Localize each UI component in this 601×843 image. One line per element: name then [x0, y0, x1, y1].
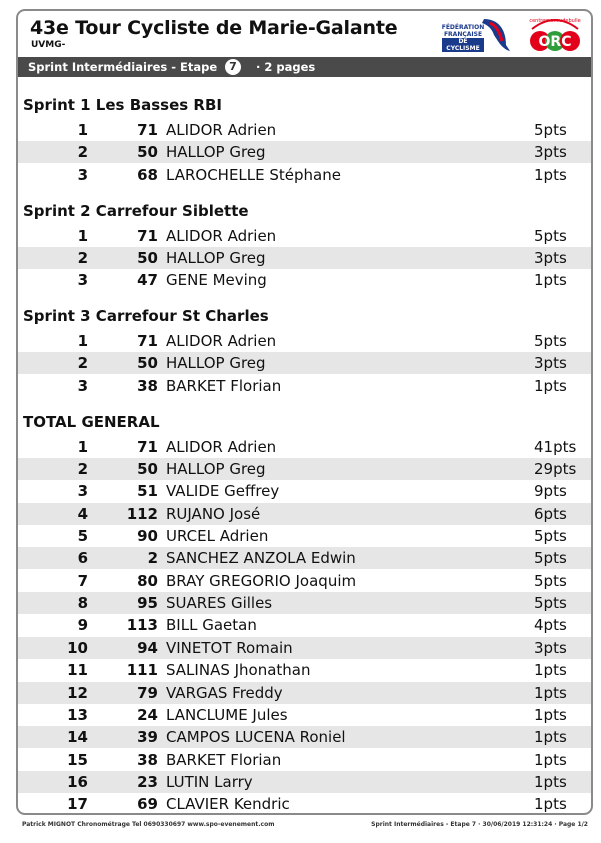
result-row: [18, 436, 591, 458]
ffc-logo-line-3: DE CYCLISME: [442, 38, 484, 52]
page-count: · 2 pages: [256, 60, 316, 74]
result-row: [18, 141, 591, 163]
row-pts: 1pts: [534, 271, 567, 290]
row-rank: 11: [67, 661, 88, 680]
row-pts: 1pts: [534, 705, 567, 724]
result-row: [18, 503, 591, 525]
row-rank: 10: [67, 638, 88, 657]
row-nom: SANCHEZ ANZOLA Edwin: [166, 549, 356, 568]
result-row: [18, 614, 591, 636]
orc-logo-icon: [526, 13, 584, 57]
row-rank: 1: [77, 437, 88, 456]
row-pts: 5pts: [534, 527, 567, 546]
row-nom: HALLOP Greg: [166, 143, 266, 162]
row-dossard: 69: [137, 795, 158, 814]
row-rank: 4: [77, 504, 88, 523]
row-dossard: 50: [137, 354, 158, 373]
section-title: TOTAL GENERAL: [23, 412, 160, 431]
row-dossard: 68: [137, 165, 158, 184]
row-pts: 1pts: [534, 750, 567, 769]
row-nom: CAMPOS LUCENA Roniel: [166, 728, 346, 747]
row-dossard: 50: [137, 143, 158, 162]
row-pts: 5pts: [534, 121, 567, 139]
row-pts: 3pts: [534, 143, 567, 162]
result-row: [18, 480, 591, 502]
row-pts: 1pts: [534, 165, 567, 184]
section-title: Sprint 3 Carrefour St Charles: [23, 307, 269, 326]
row-dossard: 113: [126, 616, 158, 635]
row-pts: 1pts: [534, 728, 567, 747]
result-row: [18, 749, 591, 771]
result-row: [18, 352, 591, 374]
result-row: [18, 375, 591, 397]
row-nom: BARKET Florian: [166, 376, 282, 395]
bar-label: Sprint Intermédiaires - Etape: [28, 60, 218, 74]
row-dossard: 39: [137, 728, 158, 747]
row-rank: 1: [77, 121, 88, 139]
row-nom: URCEL Adrien: [166, 527, 269, 546]
row-dossard: 51: [137, 482, 158, 501]
row-dossard: 71: [137, 226, 158, 245]
row-rank: 3: [77, 165, 88, 184]
row-nom: HALLOP Greg: [166, 248, 266, 267]
row-dossard: 2: [147, 549, 158, 568]
ffc-logo: [436, 15, 514, 55]
row-pts: 5pts: [534, 226, 567, 245]
row-dossard: 23: [137, 772, 158, 791]
row-nom: BILL Gaetan: [166, 616, 257, 635]
result-row: [18, 592, 591, 614]
result-row: [18, 269, 591, 291]
row-rank: 5: [77, 527, 88, 546]
orc-logo: [526, 13, 584, 57]
ffc-swoosh-icon: [436, 15, 514, 55]
organizer-code: UVMG-: [31, 40, 66, 50]
row-rank: 14: [67, 728, 88, 747]
footer-timekeeper: Patrick MIGNOT Chronométrage Tel 0690330697 www.spo-evenement.com: [22, 821, 275, 828]
row-pts: 6pts: [534, 504, 567, 523]
row-rank: 12: [67, 683, 88, 702]
row-dossard: 112: [126, 504, 158, 523]
row-dossard: 95: [137, 594, 158, 613]
section-title: Sprint 2 Carrefour Siblette: [23, 201, 249, 220]
result-row: [18, 119, 591, 141]
row-pts: 1pts: [534, 661, 567, 680]
results-sheet: [16, 9, 593, 815]
row-dossard: 80: [137, 571, 158, 590]
row-dossard: 47: [137, 271, 158, 290]
row-pts: 5pts: [534, 332, 567, 351]
row-pts: 9pts: [534, 482, 567, 501]
row-rank: 2: [77, 354, 88, 373]
section-header-bar: [18, 57, 591, 77]
result-row: [18, 659, 591, 681]
row-nom: VALIDE Geffrey: [166, 482, 280, 501]
row-pts: 1pts: [534, 683, 567, 702]
row-rank: 9: [77, 616, 88, 635]
result-row: [18, 793, 591, 815]
row-dossard: 38: [137, 376, 158, 395]
row-nom: RUJANO José: [166, 504, 261, 523]
row-rank: 13: [67, 705, 88, 724]
row-rank: 2: [77, 143, 88, 162]
row-dossard: 38: [137, 750, 158, 769]
result-row: [18, 458, 591, 480]
row-nom: CLAVIER Kendric: [166, 795, 290, 814]
row-nom: ALIDOR Adrien: [166, 437, 277, 456]
row-nom: GENE Meving: [166, 271, 267, 290]
row-dossard: 94: [137, 638, 158, 657]
result-row: [18, 637, 591, 659]
row-nom: SUARES Gilles: [166, 594, 273, 613]
footer-page-info: Sprint Intermédiaires - Etape 7 · 30/06/2019 12:31:24 · Page 1/2: [371, 821, 588, 828]
row-pts: 41pts: [534, 437, 577, 456]
row-nom: BARKET Florian: [166, 750, 282, 769]
result-row: [18, 704, 591, 726]
row-rank: 3: [77, 271, 88, 290]
row-pts: 3pts: [534, 354, 567, 373]
row-nom: LANCLUME Jules: [166, 705, 288, 724]
row-pts: 1pts: [534, 376, 567, 395]
row-pts: 3pts: [534, 638, 567, 657]
row-pts: 5pts: [534, 549, 567, 568]
row-dossard: 90: [137, 527, 158, 546]
ffc-logo-line-2: FRANÇAISE: [443, 31, 483, 38]
row-nom: HALLOP Greg: [166, 460, 266, 478]
ffc-logo-line-1: FÉDÉRATION: [441, 24, 485, 31]
row-rank: 7: [77, 571, 88, 590]
row-rank: 3: [77, 482, 88, 501]
row-rank: 1: [77, 226, 88, 245]
section-title: Sprint 1 Les Basses RBI: [23, 96, 222, 114]
row-dossard: 50: [137, 248, 158, 267]
page-title: 43e Tour Cycliste de Marie-Galante: [30, 17, 398, 39]
row-pts: 5pts: [534, 594, 567, 613]
row-nom: LUTIN Larry: [166, 772, 253, 791]
row-nom: SALINAS Jhonathan: [166, 661, 311, 680]
result-row: [18, 247, 591, 269]
row-rank: 2: [77, 460, 88, 478]
row-rank: 6: [77, 549, 88, 568]
row-pts: 4pts: [534, 616, 567, 635]
result-row: [18, 164, 591, 186]
row-dossard: 71: [137, 437, 158, 456]
row-rank: 1: [77, 332, 88, 351]
row-pts: 1pts: [534, 772, 567, 791]
result-row: [18, 682, 591, 704]
result-row: [18, 547, 591, 569]
row-dossard: 24: [137, 705, 158, 724]
row-dossard: 50: [137, 460, 158, 478]
row-dossard: 71: [137, 121, 158, 139]
row-nom: LAROCHELLE Stéphane: [166, 165, 341, 184]
row-nom: HALLOP Greg: [166, 354, 266, 373]
orc-logo-arc-text: centremacoudebulle: [529, 18, 581, 24]
row-rank: 15: [67, 750, 88, 769]
row-nom: ALIDOR Adrien: [166, 332, 277, 351]
result-row: [18, 225, 591, 247]
row-nom: VARGAS Freddy: [166, 683, 283, 702]
row-nom: VINETOT Romain: [166, 638, 293, 657]
stage-number-badge: 7: [225, 59, 241, 75]
row-pts: 3pts: [534, 248, 567, 267]
row-nom: ALIDOR Adrien: [166, 121, 277, 139]
result-row: [18, 525, 591, 547]
orc-logo-text: ORC: [538, 34, 572, 50]
row-dossard: 79: [137, 683, 158, 702]
row-rank: 17: [67, 795, 88, 814]
row-nom: ALIDOR Adrien: [166, 226, 277, 245]
row-pts: 1pts: [534, 795, 567, 814]
row-rank: 16: [67, 772, 88, 791]
row-dossard: 111: [126, 661, 158, 680]
row-rank: 2: [77, 248, 88, 267]
result-row: [18, 771, 591, 793]
row-pts: 29pts: [534, 460, 577, 478]
result-row: [18, 570, 591, 592]
row-nom: BRAY GREGORIO Joaquim: [166, 571, 357, 590]
result-row: [18, 726, 591, 748]
result-row: [18, 330, 591, 352]
row-dossard: 71: [137, 332, 158, 351]
row-rank: 3: [77, 376, 88, 395]
row-rank: 8: [77, 594, 88, 613]
row-pts: 5pts: [534, 571, 567, 590]
